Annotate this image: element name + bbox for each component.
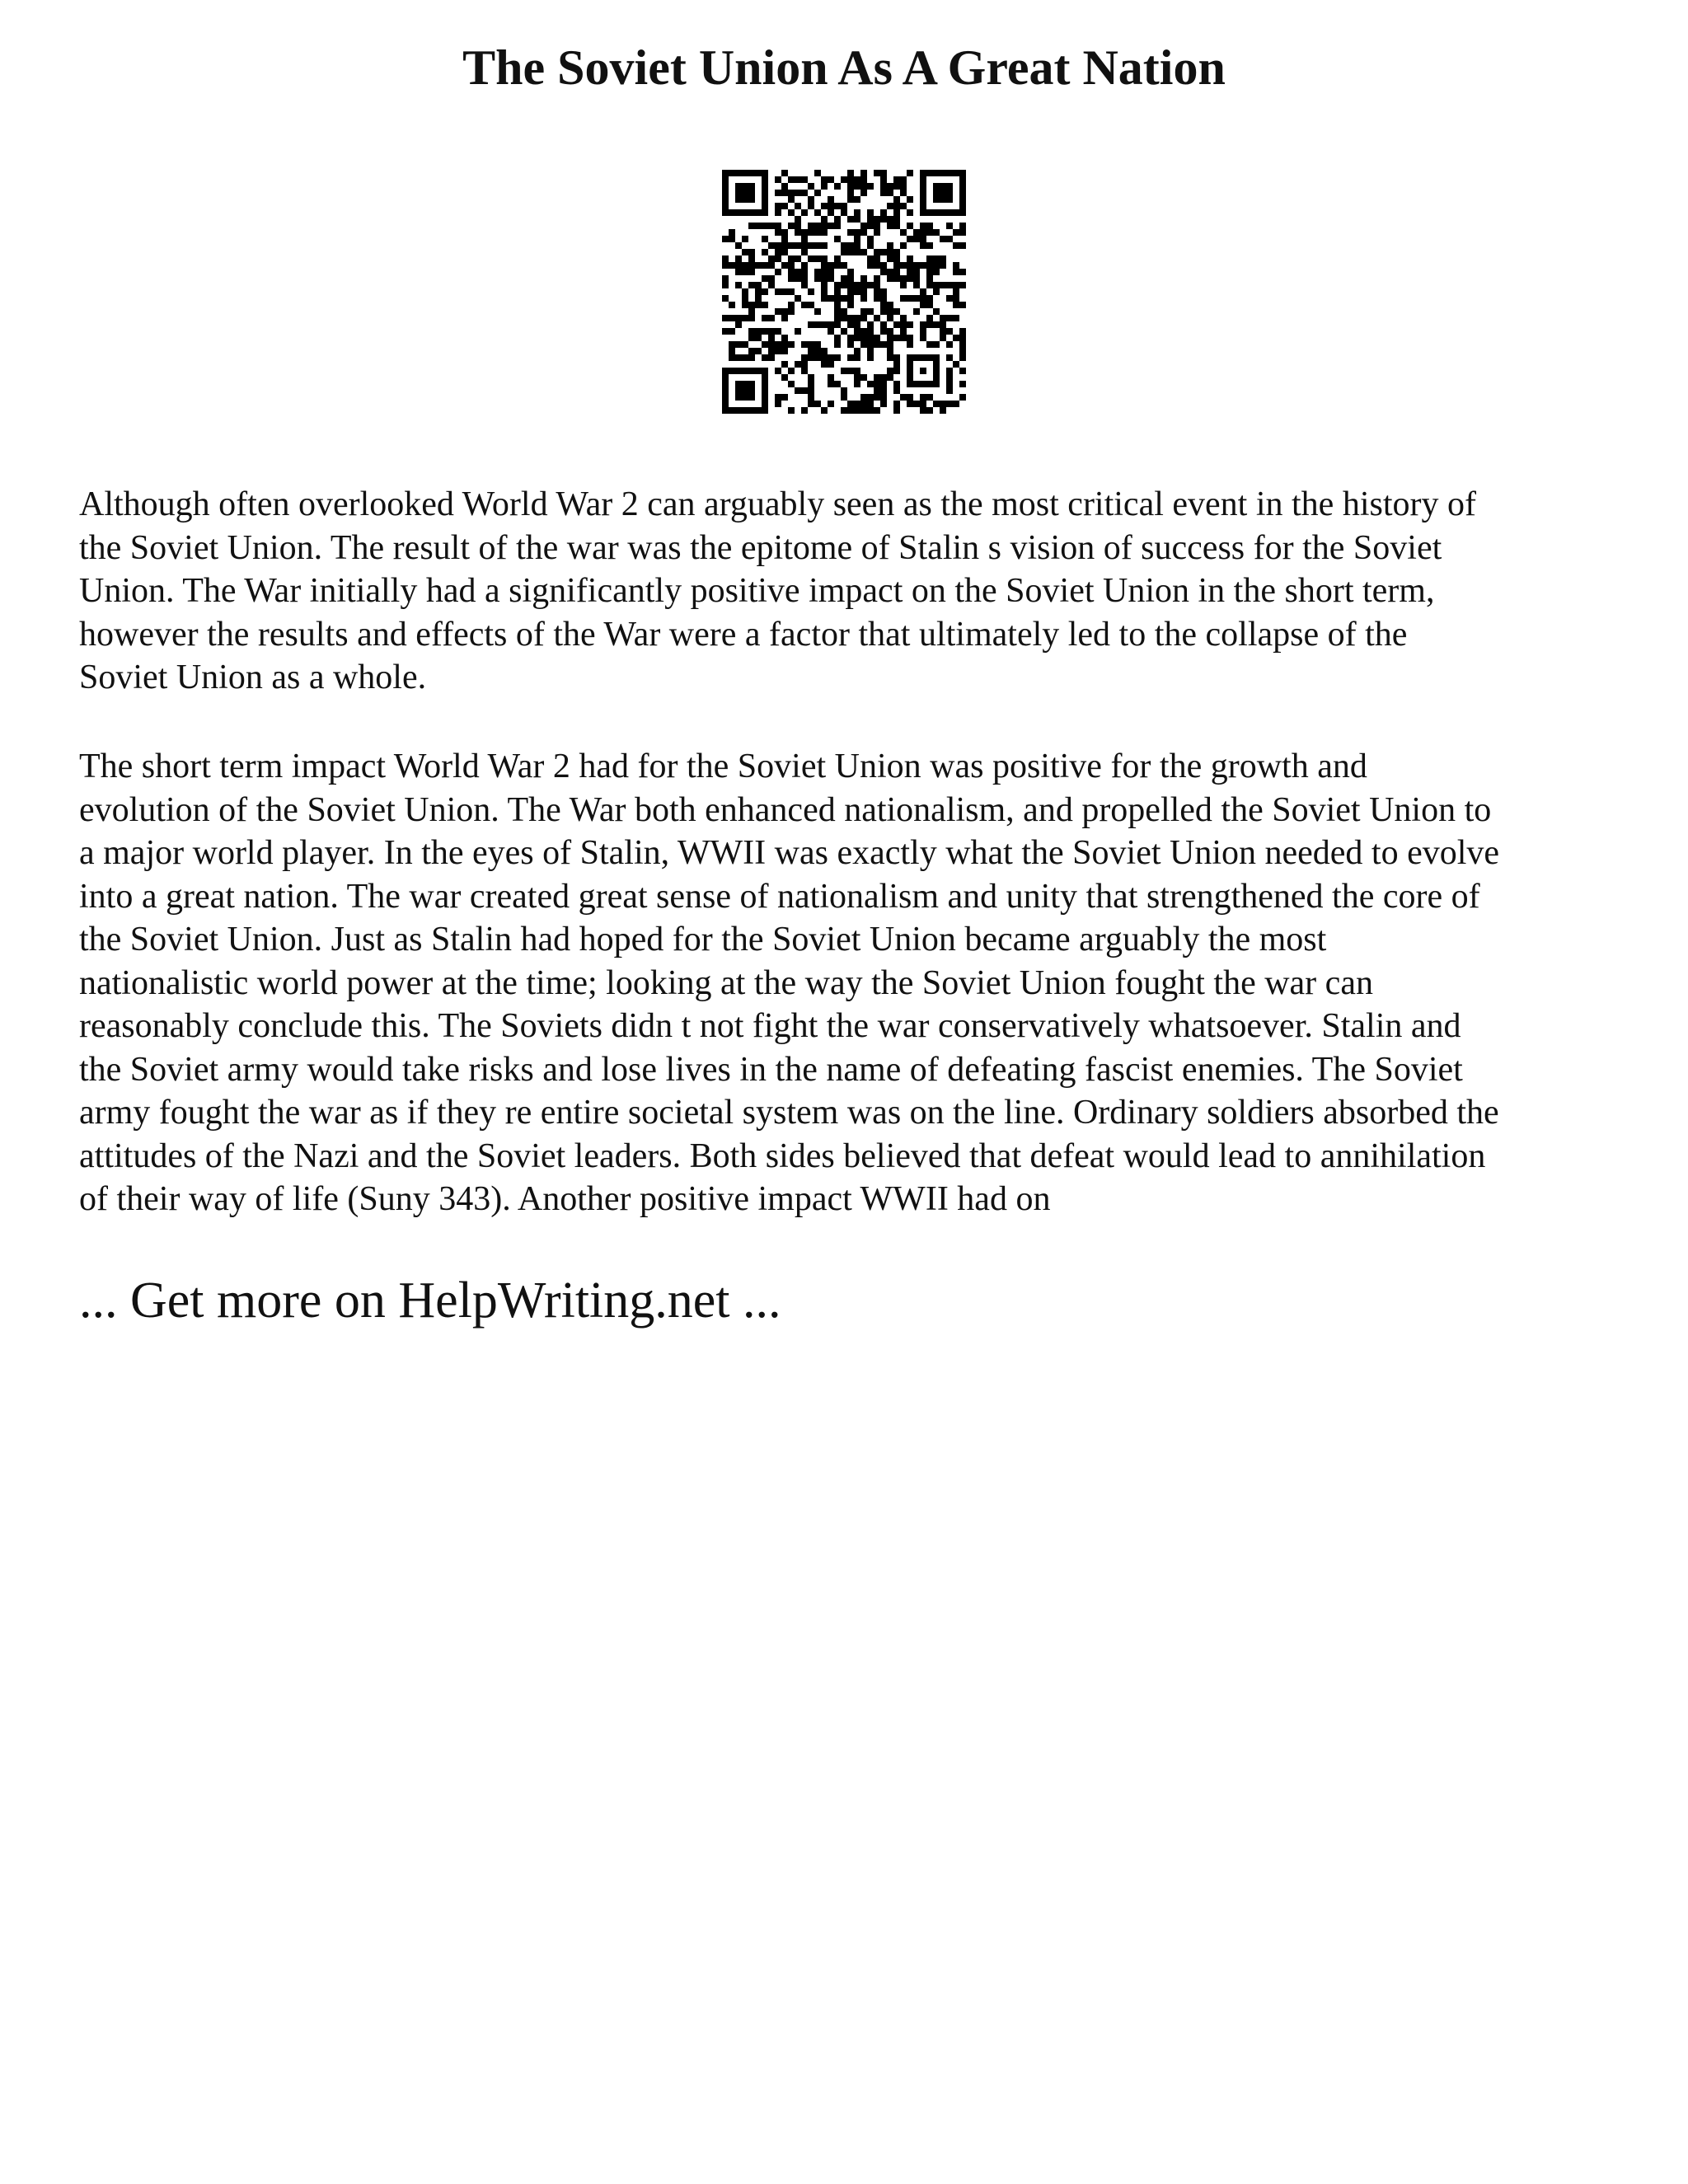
- qr-code-icon: [722, 170, 966, 414]
- page-title: The Soviet Union As A Great Nation: [462, 40, 1226, 95]
- paragraph-intro: Although often overlooked World War 2 can arguably seen as the most critical event in the history of the Soviet Union. The result of the war was the epitome of Stalin s vision of success for the Soviet Union. The War initially had a significantly positive impact on the Soviet Union in the short term, however the results and effects of the War were a factor that ultimately led to the collapse of the Soviet Union as a whole.: [79, 485, 1476, 696]
- paragraph-short-term-impact: The short term impact World War 2 had for the Soviet Union was positive for the growth and evolution of the Soviet Union. The War both enhanced nationalism, and propelled the Soviet Union to a major world player. In the eyes of Stalin, WWII was exactly what the Soviet Union needed to evolve into a great nation. The war created great sense of nationalism and unity that strengthened the core of the Soviet Union. Just as Stalin had hoped for the Soviet Union became arguably the most nationalistic world power at the time; looking at the way the Soviet Union fought the war can reasonably conclude this. The Soviets didn t not fight the war conservatively whatsoever. Stalin and the Soviet army would take risks and lose lives in the name of defeating fascist enemies. The Soviet army fought the war as if they re entire societal system was on the line. Ordinary soldiers absorbed the attitudes of the Nazi and the Soviet leaders. Both sides believed that defeat would lead to annihilation of their way of life (Suny 343). Another positive impact WWII had on: [79, 748, 1500, 1218]
- get-more-link[interactable]: ... Get more on HelpWriting.net ...: [79, 1272, 781, 1329]
